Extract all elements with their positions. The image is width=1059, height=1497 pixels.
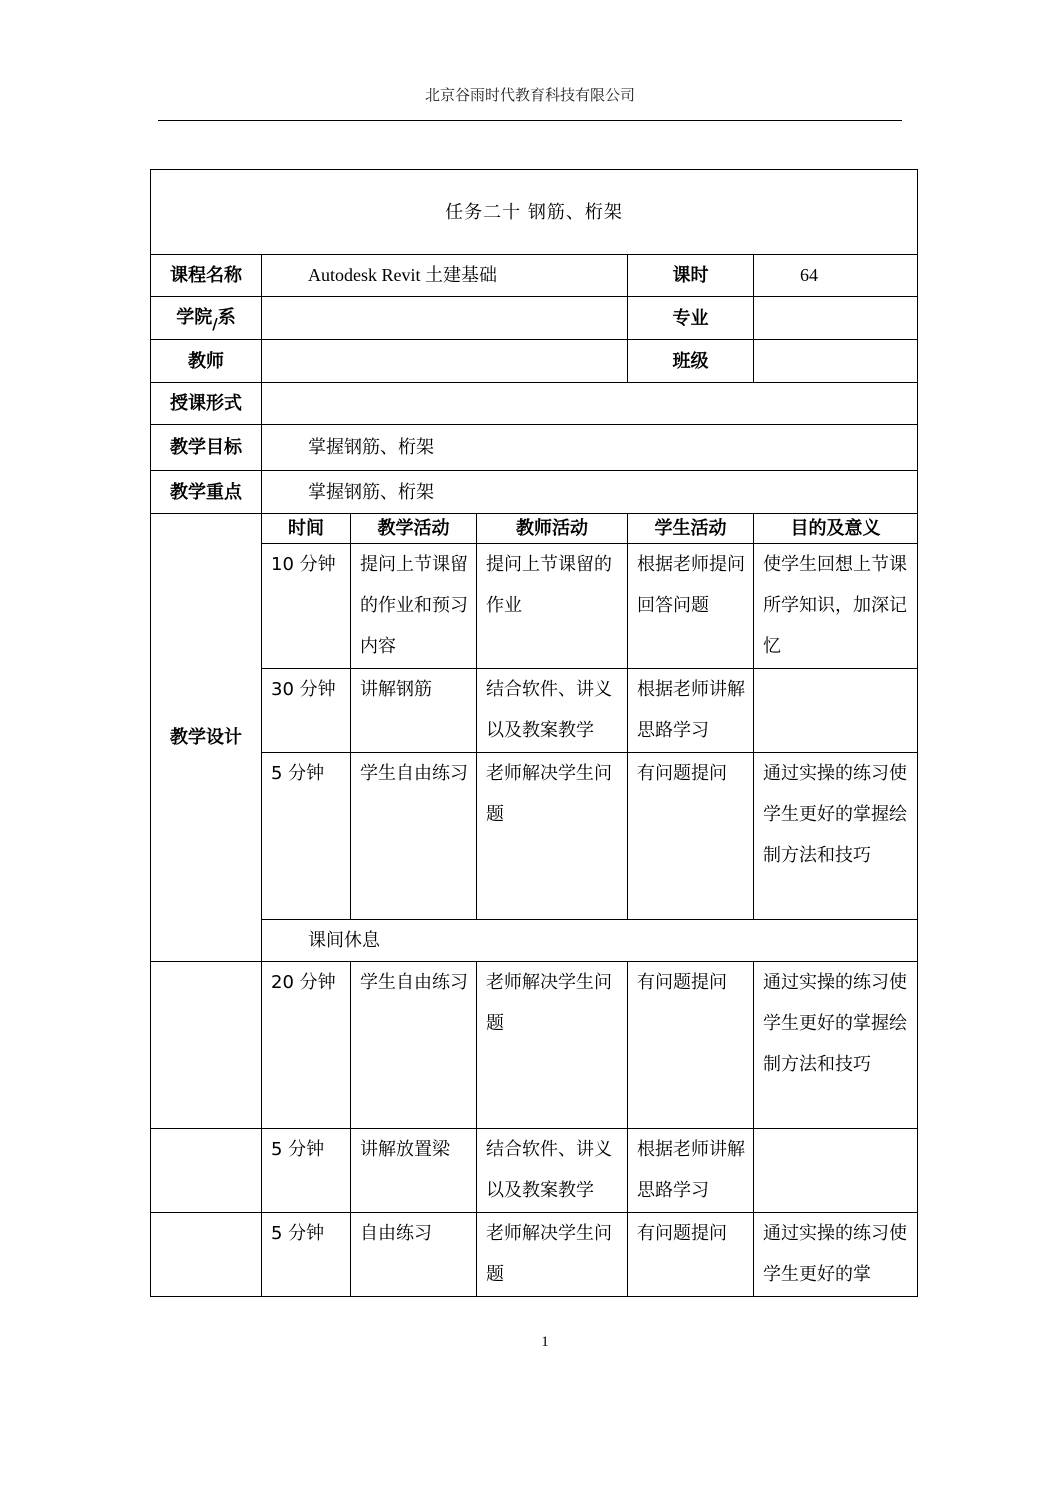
college-label-a: 学院 — [176, 307, 213, 328]
row5-purpose — [754, 1129, 918, 1213]
form-label: 授课形式 — [151, 383, 262, 425]
row1-teacher: 提问上节课留的作业 — [477, 544, 628, 669]
row4-teacher: 老师解决学生问题 — [477, 962, 628, 1129]
course-value: Autodesk Revit 土建基础 — [262, 255, 628, 297]
row4-purpose: 通过实操的练习使学生更好的掌握绘制方法和技巧 — [754, 962, 918, 1129]
major-value — [754, 297, 918, 340]
page-number: 1 — [541, 1334, 549, 1350]
hours-label: 课时 — [628, 255, 754, 297]
row5-label — [151, 1129, 262, 1213]
row2-purpose — [754, 669, 918, 753]
company-header: 北京谷雨时代教育科技有限公司 — [424, 86, 635, 104]
row4-time: 20 分钟 — [262, 962, 351, 1129]
page-title: 任务二十 钢筋、桁架 — [151, 170, 918, 255]
header-rule — [158, 120, 902, 121]
col-header-teacher-activity: 教师活动 — [477, 514, 628, 544]
college-label — [151, 297, 262, 340]
class-label: 班级 — [628, 340, 754, 383]
row3-time: 5 分钟 — [262, 753, 351, 920]
row2-student: 根据老师讲解思路学习 — [628, 669, 754, 753]
row3-teaching: 学生自由练习 — [351, 753, 477, 920]
row6-time: 5 分钟 — [262, 1213, 351, 1297]
lesson-plan-table — [150, 169, 918, 1297]
row6-teaching: 自由练习 — [351, 1213, 477, 1297]
class-value — [754, 340, 918, 383]
college-value — [262, 297, 628, 340]
row3-purpose: 通过实操的练习使学生更好的掌握绘制方法和技巧 — [754, 753, 918, 920]
hours-value: 64 — [754, 255, 918, 297]
goal-value: 掌握钢筋、桁架 — [262, 425, 918, 471]
row2-teaching: 讲解钢筋 — [351, 669, 477, 753]
col-header-purpose: 目的及意义 — [754, 514, 918, 544]
row2-time: 30 分钟 — [262, 669, 351, 753]
row4-student: 有问题提问 — [628, 962, 754, 1129]
row6-student: 有问题提问 — [628, 1213, 754, 1297]
row2-teacher: 结合软件、讲义以及教案教学 — [477, 669, 628, 753]
college-label-sep: / — [212, 315, 218, 333]
col-header-student-activity: 学生活动 — [628, 514, 754, 544]
row4-teaching: 学生自由练习 — [351, 962, 477, 1129]
row6-teacher: 老师解决学生问题 — [477, 1213, 628, 1297]
row6-purpose: 通过实操的练习使学生更好的掌 — [754, 1213, 918, 1297]
row1-student: 根据老师提问回答问题 — [628, 544, 754, 669]
goal-label: 教学目标 — [151, 425, 262, 471]
row6-label — [151, 1213, 262, 1297]
row4-label — [151, 962, 262, 1129]
row5-time: 5 分钟 — [262, 1129, 351, 1213]
row3-student: 有问题提问 — [628, 753, 754, 920]
break-row: 课间休息 — [262, 920, 918, 962]
teacher-label: 教师 — [151, 340, 262, 383]
row3-teacher: 老师解决学生问题 — [477, 753, 628, 920]
col-header-teaching-activity: 教学活动 — [351, 514, 477, 544]
form-value — [262, 383, 918, 425]
course-label: 课程名称 — [151, 255, 262, 297]
teacher-value — [262, 340, 628, 383]
row5-teacher: 结合软件、讲义以及教案教学 — [477, 1129, 628, 1213]
focus-value: 掌握钢筋、桁架 — [262, 471, 918, 514]
design-label: 教学设计 — [151, 514, 262, 962]
row5-student: 根据老师讲解思路学习 — [628, 1129, 754, 1213]
college-label-b: 系 — [217, 307, 236, 328]
row5-teaching: 讲解放置梁 — [351, 1129, 477, 1213]
col-header-time: 时间 — [262, 514, 351, 544]
row1-purpose: 使学生回想上节课所学知识，加深记忆 — [754, 544, 918, 669]
row1-teaching: 提问上节课留的作业和预习内容 — [351, 544, 477, 669]
focus-label: 教学重点 — [151, 471, 262, 514]
row1-time: 10 分钟 — [262, 544, 351, 669]
major-label: 专业 — [628, 297, 754, 340]
